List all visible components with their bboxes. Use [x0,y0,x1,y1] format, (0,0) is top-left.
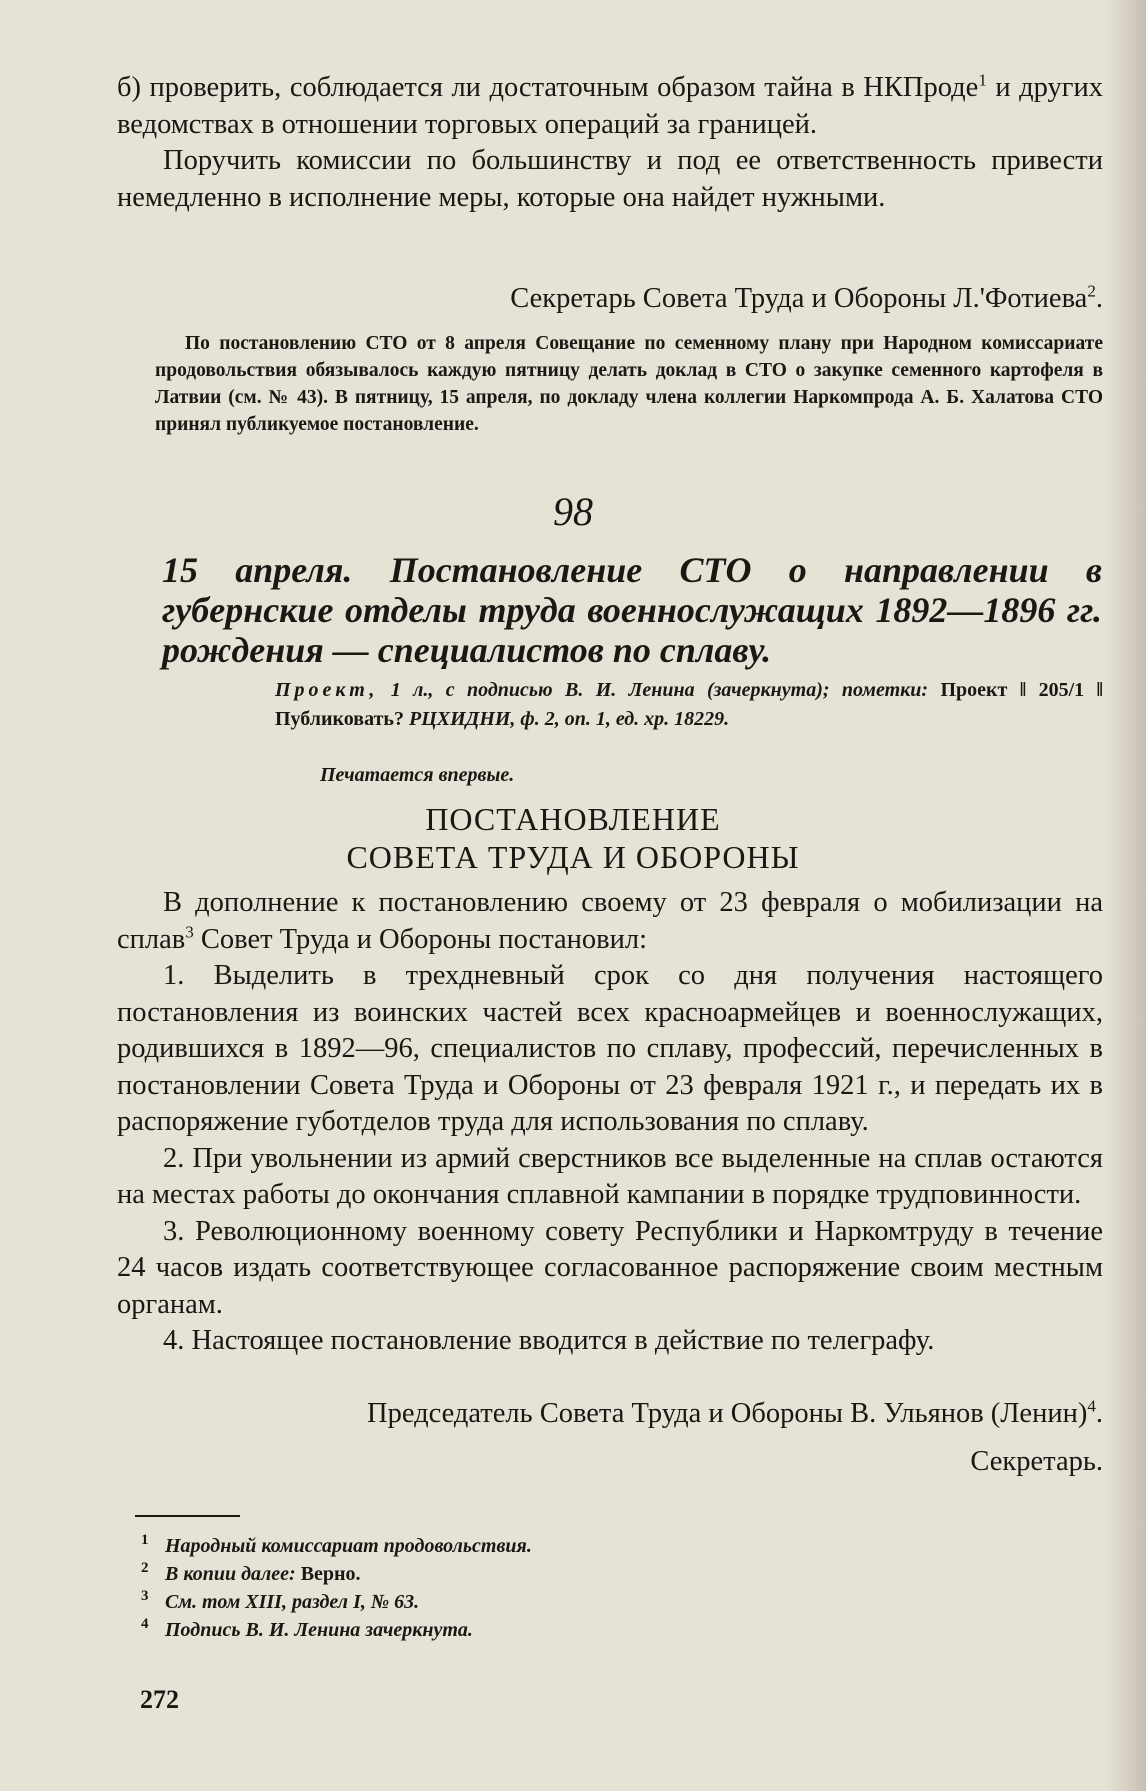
item-2: 2. При увольнении из армий сверстников все выделенные на сплав остаются на местах работы до окончания сплавной кампании в порядке трудповинности. [117,1142,1103,1210]
heading-council: СОВЕТА ТРУДА И ОБОРОНЫ [346,839,800,875]
item-3: 3. Революционному военному совету Республики и Наркомтруду в течение 24 часов издать соответствующее согласованное распоряжение своим местным органам. [117,1215,1103,1320]
archival-metadata: Проект, 1 л., с подписью В. И. Ленина (зачеркнута); пометки: Проект ‖ 205/1 ‖ Публиковать? РЦХИДНИ, ф. 2, оп. 1, ед. хр. 18229. [275,679,1103,730]
heading-resolution: ПОСТАНОВЛЕНИЕ [425,801,721,837]
item-1: 1. Выделить в трехдневный срок со дня получения настоящего постановления из воинских частей всех красноармейцев и военнослужащих, родившихся в 1892—96, специалистов по сплаву, профессий, перечисленных в постановлении Совета Труда и Обороны от 23 февраля 1921 г., и передать их в распоряжение губотделов труда для использования по сплаву. [117,960,1103,1137]
page-number: 272 [140,1685,179,1714]
signature-secretary: Секретарь. [970,1446,1103,1477]
page-edge-shadow [1106,0,1146,1791]
footnote-4: 4 Подпись В. И. Ленина зачеркнута. [141,1616,473,1641]
document-number: 98 [553,489,593,534]
signature-fotieva: Секретарь Совета Труда и Обороны Л.'Фотиева$^2$. [510,281,1103,314]
editorial-note: По постановлению СТО от 8 апреля Совещание по семенному плану при Народном комиссариате продовольствия обязывалось каждую пятницу делать доклад в СТО о закупке семенного картофеля в Латвии (см. № 43). В пятницу, 15 апреля, по докладу члена коллегии Наркомпрода А. Б. Халатова СТО принял публикуемое постановление. [155,333,1103,435]
printed-first-note: Печатается впервые. [320,764,515,786]
footnote-1: 1 Народный комиссариат продовольствия. [141,1532,532,1557]
footnote-3: 3 См. том XIII, раздел I, № 63. [141,1588,420,1613]
paragraph-instruct: Поручить комиссии по большинству и под ее ответственность привести немедленно в исполнение меры, которые она найдет нужными. [117,145,1103,213]
resolution-intro: В дополнение к постановлению своему от 23 февраля о мобилизации на сплав$^3$ Совет Труда и Обороны постановил: [117,887,1103,955]
footnote-divider [135,1515,240,1517]
item-4: 4. Настоящее постановление вводится в действие по телеграфу. [163,1325,935,1356]
signature-chairman: Председатель Совета Труда и Обороны В. Ульянов (Ленин)$^4$. [366,1396,1103,1429]
footnote-ref-1: 1 [978,70,987,90]
resolution-body [117,885,1103,1360]
top-text-block [117,70,1103,216]
document-title: 15 апреля. Постановление СТО о направлении в губернские отделы труда военнослужащих 1892—1896 гг. рождения — специалистов по сплаву. [162,550,1102,670]
paragraph-b: б) проверить, соблюдается ли достаточным образом тайна в НКПроде$^1$ и других ведомствах в отношении торговых операций за границей. [117,70,1104,140]
footnote-2: 2 В копии далее: Верно. [141,1560,361,1585]
